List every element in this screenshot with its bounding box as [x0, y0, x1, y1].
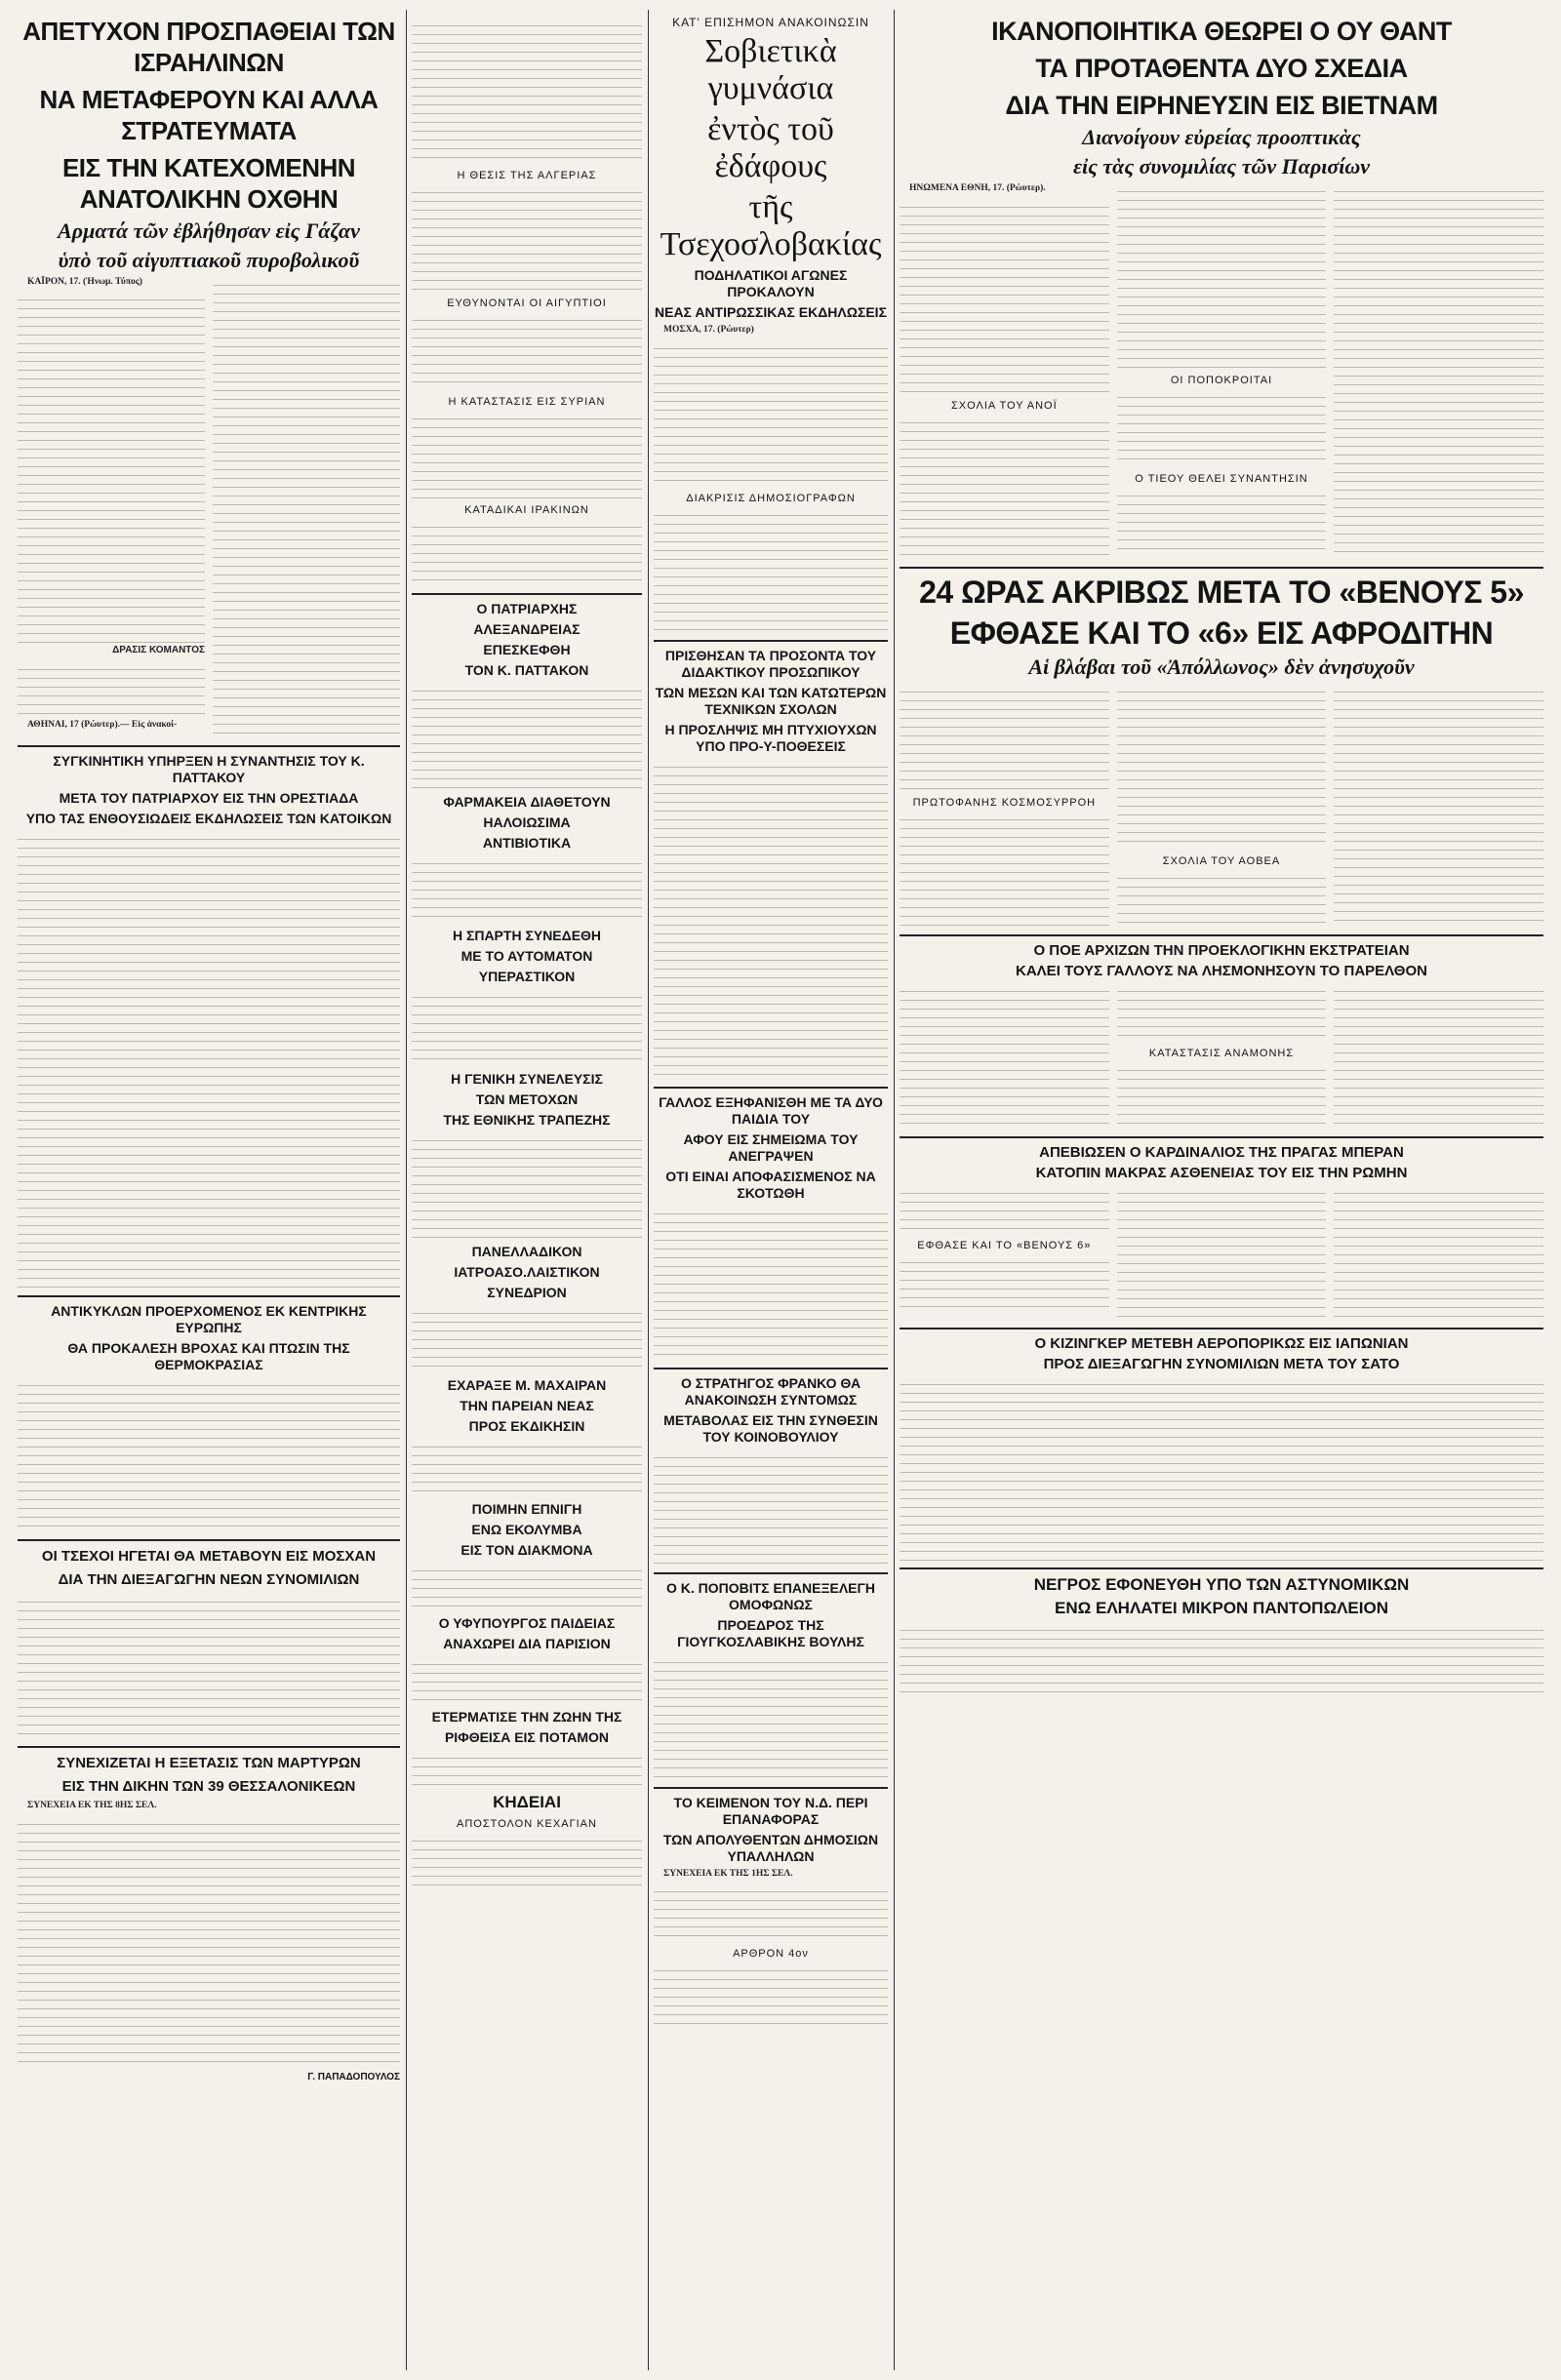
headline-line: ΠΡΟΣ ΔΙΕΞΑΓΩΓΗΝ ΣΥΝΟΜΙΛΙΩΝ ΜΕΤΑ ΤΟΥ ΣΑΤΟ [1043, 1355, 1400, 1372]
article-text [1117, 488, 1327, 556]
deck-line: τῆς Τσεχοσλοβακίας [660, 189, 882, 262]
article-text [1334, 983, 1543, 1130]
subheading: Η ΘΕΣΙΣ ΤΗΣ ΑΛΓΕΡΙΑΣ [457, 170, 597, 181]
headline-line: ΚΑΛΕΙ ΤΟΥΣ ΓΑΛΛΟΥΣ ΝΑ ΛΗΣΜΟΝΗΣΟΥΝ ΤΟ ΠΑΡΕΛΘΟΝ [1016, 962, 1427, 979]
dateline: ΑΘΗΝΑΙ, 17 (Ρώυτερ).— Εἰς ἀνακοί- [27, 720, 178, 730]
headline-line: ΦΑΡΜΑΚΕΙΑ ΔΙΑΘΕΤΟΥΝ [443, 794, 611, 810]
headline-line: Ο ΠΑΤΡΙΑΡΧΗΣ [476, 601, 578, 616]
article-text [1117, 870, 1327, 929]
article-text [1117, 1062, 1327, 1130]
deck-line: ἐντὸς τοῦ ἐδάφους [707, 111, 834, 184]
article-text [654, 340, 888, 487]
newspaper-page [18, 10, 1543, 2370]
article-text [1334, 1185, 1543, 1322]
article-text [213, 277, 400, 735]
headline-line: ΓΑΛΛΟΣ ΕΞΗΦΑΝΙΣΘΗ ΜΕ ΤΑ ΔΥΟ ΠΑΙΔΙΑ ΤΟΥ [659, 1093, 883, 1127]
article-text [654, 1884, 888, 1942]
headline-line: ΜΕΤΑ ΤΟΥ ΠΑΤΡΙΑΡΧΟΥ ΕΙΣ ΤΗΝ ΟΡΕΣΤΙΑΔΑ [59, 790, 359, 806]
headline-line: ΕΝΩ ΕΛΗΛΑΤΕΙ ΜΙΚΡΟΝ ΠΑΝΤΟΠΩΛΕΙΟΝ [1055, 1598, 1388, 1617]
lead-body-right [900, 183, 1543, 561]
headline-line: ΣΥΝΕΔΡΙΟΝ [487, 1285, 567, 1300]
article-text [1117, 983, 1327, 1042]
continued-label: ΣΥΝΕΧΕΙΑ ΕΚ ΤΗΣ 1ΗΣ ΣΕΛ. [663, 1868, 793, 1879]
article-text [412, 683, 642, 790]
article-text [654, 759, 888, 1081]
headline-line: Η ΓΕΝΙΚΗ ΣΥΝΕΛΕΥΣΙΣ [451, 1071, 603, 1087]
article-text [412, 1132, 642, 1240]
headline-line: ΕΦΘΑΣΕ ΚΑΙ ΤΟ «6» ΕΙΣ ΑΦΡΟΔΙΤΗΝ [949, 615, 1494, 651]
article-text [412, 312, 642, 390]
article-text [900, 812, 1109, 929]
dateline: ΚΑΪΡΟΝ, 17. (Ἡνωμ. Τύπος) [27, 277, 142, 287]
article-anticyclone [18, 1303, 400, 1533]
article-body [900, 983, 1543, 1130]
headline-line: ΑΛΕΞΑΝΔΡΕΙΑΣ [473, 621, 580, 637]
column-rule [648, 10, 649, 2370]
headline-line: ΤΗΝ ΠΑΡΕΙΑΝ ΝΕΑΣ [460, 1398, 594, 1413]
article-text [1117, 684, 1327, 850]
article-text [412, 1833, 642, 1891]
article-text [412, 1439, 642, 1497]
dateline: ΜΟΣΧΑ, 17. (Ρώυτερ) [663, 325, 754, 335]
headline-line: ΤΟ ΚΕΙΜΕΝΟΝ ΤΟΥ Ν.Δ. ΠΕΡΙ ΕΠΑΝΑΦΟΡΑΣ [673, 1794, 868, 1827]
headline-line: Ο ΣΤΡΑΤΗΓΟΣ ΦΡΑΝΚΟ ΘΑ ΑΝΑΚΟΙΝΩΣΗ ΣΥΝΤΟΜΩΣ [680, 1374, 861, 1408]
article-text [18, 661, 205, 720]
headline-line: ΤΩΝ ΜΕΤΟΧΩΝ [475, 1091, 579, 1107]
subheading: ΣΧΟΛΙΑ ΤΟΥ ΑΝΟΪ [950, 399, 1058, 412]
subheading: ΚΑΤΑΣΤΑΣΙΣ ΑΝΑΜΟΝΗΣ [1148, 1047, 1295, 1059]
headline-line: ΚΗΔΕΙΑΙ [493, 1793, 561, 1811]
headline-line: ΕΙΣ ΤΟΝ ΔΙΑΚΜΟΝΑ [460, 1542, 593, 1558]
headline-line: ΟΙ ΤΣΕΧΟΙ ΗΓΕΤΑΙ ΘΑ ΜΕΤΑΒΟΥΝ ΕΙΣ ΜΟΣΧΑΝ [41, 1548, 377, 1565]
headline-line: ΑΝΑΧΩΡΕΙ ΔΙΑ ΠΑΡΙΣΙΟΝ [443, 1636, 611, 1651]
headline-line: ΔΙΑ ΤΗΝ ΔΙΕΞΑΓΩΓΗΝ ΝΕΩΝ ΣΥΝΟΜΙΛΙΩΝ [58, 1571, 360, 1588]
subheading: Ο ΤΙΕΟΥ ΘΕΛΕΙ ΣΥΝΑΝΤΗΣΙΝ [1135, 473, 1308, 485]
headline-line: ΕΠΕΣΚΕΦΘΗ [483, 642, 571, 657]
article-text [18, 1816, 400, 2070]
headline-line: Η ΠΡΟΣΛΗΨΙΣ ΜΗ ΠΤΥΧΙΟΥΧΩΝ ΥΠΟ ΠΡΟ-Υ-ΠΟΘΕΣΕΙΣ [664, 721, 877, 754]
article-text [1334, 183, 1543, 554]
lead-body [18, 277, 400, 739]
headline-line: ΑΠΕΤΥΧΟΝ ΠΡΟΣΠΑΘΕΙΑΙ ΤΩΝ ΙΣΡΑΗΛΙΝΩΝ [22, 17, 395, 77]
headline-line: ΗΑΛΟΙΩΣΙΜΑ [483, 814, 571, 830]
lead-deck: ὑπὸ τοῦ αἰγυπτιακοῦ πυροβολικοῦ [58, 248, 360, 272]
headline-line: ΔΙΑ ΤΗΝ ΕΙΡΗΝΕΥΣΙΝ ΕΙΣ ΒΙΕΤΝΑΜ [1005, 91, 1438, 120]
article-text [900, 1254, 1109, 1313]
article-text [412, 855, 642, 924]
column-third [654, 10, 888, 2031]
headline-line: ΠΑΝΕΛΛΑΔΙΚΟΝ [471, 1244, 582, 1259]
article-text [18, 1377, 400, 1533]
article-text [654, 1206, 888, 1362]
headline-line: ΟΤΙ ΕΙΝΑΙ ΑΠΟΦΑΣΙΣΜΕΝΟΣ ΝΑ ΣΚΟΤΩΘΗ [665, 1168, 876, 1201]
article-text [18, 1594, 400, 1740]
headline-line: Ο ΠΟΕ ΑΡΧΙΖΩΝ ΤΗΝ ΠΡΟΕΚΛΟΓΙΚΗΝ ΕΚΣΤΡΑΤΕΙΑΝ [1033, 941, 1410, 959]
article-text [412, 519, 642, 587]
article-text [412, 989, 642, 1067]
headline-line: ΑΝΤΙΚΥΚΛΩΝ ΠΡΟΕΡΧΟΜΕΝΟΣ ΕΚ ΚΕΝΤΡΙΚΗΣ ΕΥΡΩΠΗΣ [51, 1303, 367, 1335]
article-text [654, 1449, 888, 1567]
headline-line: ΡΙΦΘΕΙΣΑ ΕΙΣ ΠΟΤΑΜΟΝ [444, 1729, 610, 1745]
headline-line: ΥΠΟ ΤΑΣ ΕΝΘΟΥΣΙΩΔΕΙΣ ΕΚΔΗΛΩΣΕΙΣ ΤΩΝ ΚΑΤΟΙΚΩΝ [25, 811, 392, 826]
lead-deck: εἰς τὰς συνομιλίας τῶν Παρισίων [1072, 154, 1371, 178]
article-text [18, 292, 205, 643]
article-text [412, 184, 642, 292]
headline-line: ΑΝΤΙΒΙΟΤΙΚΑ [482, 835, 572, 851]
article-text [654, 1654, 888, 1781]
article-text [900, 983, 1109, 1130]
headline-line: ΠΡΙΣΘΗΣΑΝ ΤΑ ΠΡΟΣΟΝΤΑ ΤΟΥ ΔΙΔΑΚΤΙΚΟΥ ΠΡΟΣΩΠΙΚΟΥ [664, 647, 877, 680]
headline-line: Ο Κ. ΠΟΠΟΒΙΤΣ ΕΠΑΝΕΞΕΛΕΓΗ ΟΜΟΦΩΝΩΣ [665, 1579, 876, 1612]
subheading: ΚΑΤΑΔΙΚΑΙ ΙΡΑΚΙΝΩΝ [464, 504, 589, 516]
headline-line: ΥΠΕΡΑΣΤΙΚΟΝ [478, 969, 576, 984]
article-text [900, 1185, 1109, 1234]
article-text [412, 1750, 642, 1789]
article-text [412, 1563, 642, 1611]
headline-line: ΠΟΙΜΗΝ ΕΠΝΙΓΗ [471, 1501, 582, 1517]
column-second [412, 10, 642, 1891]
headline-line: ΠΟΔΗΛΑΤΙΚΟΙ ΑΓΩΝΕΣ ΠΡΟΚΑΛΟΥΝ [694, 267, 848, 299]
lead-headline-left [18, 16, 400, 215]
article-text [18, 831, 400, 1289]
subheading: ΕΥΘΥΝΟΝΤΑΙ ΟΙ ΑΙΓΥΠΤΙΟΙ [447, 298, 607, 309]
article-text [412, 18, 642, 164]
lead-deck: Διανοίγουν εὐρείας προοπτικὰς [1082, 125, 1361, 149]
column-left [18, 10, 400, 2088]
headline-line: ΜΕΤΑΒΟΛΑΣ ΕΙΣ ΤΗΝ ΣΥΝΘΕΣΙΝ ΤΟΥ ΚΟΙΝΟΒΟΥΛΙΟΥ [663, 1411, 878, 1445]
headline-line: ΕΝΩ ΕΚΟΛΥΜΒΑ [471, 1522, 582, 1537]
article-text [1117, 389, 1327, 467]
headline-line: 24 ΩΡΑΣ ΑΚΡΙΒΩΣ ΜΕΤΑ ΤΟ «ΒΕΝΟΥΣ 5» [919, 574, 1524, 610]
column-right [900, 10, 1543, 1700]
headline-line: ΑΠΕΒΙΩΣΕΝ Ο ΚΑΡΔΙΝΑΛΙΟΣ ΤΗΣ ΠΡΑΓΑΣ ΜΠΕΡΑΝ [1039, 1143, 1404, 1161]
headline-line: ΝΕΑΣ ΑΝΤΙΡΩΣΣΙΚΑΣ ΕΚΔΗΛΩΣΕΙΣ [655, 304, 887, 320]
article-text [412, 1305, 642, 1373]
article-venus-body [900, 684, 1543, 929]
headline-line: ΝΑ ΜΕΤΑΦΕΡΟΥΝ ΚΑΙ ΑΛΛΑ ΣΤΡΑΤΕΥΜΑΤΑ [39, 85, 379, 145]
column-rule [894, 10, 895, 2370]
subheading: ΑΡΘΡΟΝ 4ον [733, 1948, 809, 1960]
article-czech-leaders [18, 1547, 400, 1740]
article-text [900, 684, 1109, 791]
lead-deck: Αρματά τῶν ἐβλήθησαν εἰς Γάζαν [58, 218, 360, 243]
headline-line: Η ΣΠΑΡΤΗ ΣΥΝΕΔΕΘΗ [452, 928, 602, 943]
headline-line: ΕΤΕΡΜΑΤΙΣΕ ΤΗΝ ΖΩΗΝ ΤΗΣ [431, 1709, 622, 1725]
subheading: ΕΦΘΑΣΕ ΚΑΙ ΤΟ «ΒΕΝΟΥΣ 6» [917, 1239, 1092, 1251]
headline-line: ΤΩΝ ΑΠΟΛΥΘΕΝΤΩΝ ΔΗΜΟΣΙΩΝ ΥΠΑΛΛΗΛΩΝ [662, 1831, 879, 1864]
byline: Γ. ΠΑΠΑΔΟΠΟΥΛΟΣ [307, 2071, 400, 2082]
article-text [1117, 1185, 1327, 1322]
article-body [900, 1185, 1543, 1322]
headline-line: ΣΥΓΚΙΝΗΤΙΚΗ ΥΠΗΡΞΕΝ Η ΣΥΝΑΝΤΗΣΙΣ ΤΟΥ Κ. ΠΑΤΤΑΚΟΥ [53, 753, 365, 785]
headline-line: ΤΗΣ ΕΘΝΙΚΗΣ ΤΡΑΠΕΖΗΣ [443, 1112, 611, 1128]
subheading: Η ΚΑΤΑΣΤΑΣΙΣ ΕΙΣ ΣΥΡΙΑΝ [448, 396, 606, 408]
article-pattakos [18, 753, 400, 1289]
headline-line: Ο ΥΦΥΠΟΥΡΓΟΣ ΠΑΙΔΕΙΑΣ [438, 1615, 616, 1631]
article-text [900, 1376, 1543, 1562]
continued-label: ΣΥΝΕΧΕΙΑ ΕΚ ΤΗΣ 8ΗΣ ΣΕΛ. [27, 1801, 157, 1810]
headline-line: ΙΚΑΝΟΠΟΙΗΤΙΚΑ ΘΕΩΡΕΙ Ο ΟΥ ΘΑΝΤ [991, 17, 1452, 46]
headline-line: ΤΩΝ ΜΕΣΩΝ ΚΑΙ ΤΩΝ ΚΑΤΩΤΕΡΩΝ ΤΕΧΝΙΚΩΝ ΣΧΟΛΩΝ [655, 684, 887, 717]
headline-line: Ο ΚΙΖΙΝΓΚΕΡ ΜΕΤΕΒΗ ΑΕΡΟΠΟΡΙΚΩΣ ΕΙΣ ΙΑΠΩΝΙΑΝ [1034, 1334, 1409, 1352]
article-text [900, 415, 1109, 561]
subheading: ΑΠΟΣΤΟΛΟΝ ΚΕΧΑΓΙΑΝ [457, 1818, 597, 1830]
subheading: ΔΙΑΚΡΙΣΙΣ ΔΗΜΟΣΙΟΓΡΑΦΩΝ [686, 492, 856, 504]
article-text [412, 1656, 642, 1705]
headline-line: ΜΕ ΤΟ ΑΥΤΟΜΑΤΟΝ [460, 948, 593, 964]
article-text [654, 1963, 888, 2031]
headline-line: ΠΡΟΕΔΡΟΣ ΤΗΣ ΓΙΟΥΓΚΟΣΛΑΒΙΚΗΣ ΒΟΥΛΗΣ [677, 1616, 864, 1649]
headline-line: ΕΙΣ ΤΗΝ ΔΙΚΗΝ ΤΩΝ 39 ΘΕΣΣΑΛΟΝΙΚΕΩΝ [61, 1778, 356, 1795]
headline-line: ΠΡΟΣ ΕΚΔΙΚΗΣΙΝ [468, 1418, 585, 1434]
lead-deck: Αἱ βλάβαι τοῦ «Ἀπόλλωνος» δὲν ἀνησυχοῦν [1028, 654, 1415, 679]
headline-line: ΤΑ ΠΡΟΤΑΘΕΝΤΑ ΔΥΟ ΣΧΕΔΙΑ [1035, 54, 1408, 83]
subheading: ΟΙ ΠΟΠΟΚΡΟΙΤΑΙ [1170, 375, 1273, 386]
headline-line: ΕΧΑΡΑΞΕ Μ. ΜΑΧΑΙΡΑΝ [447, 1377, 607, 1393]
dateline: ΗΝΩΜΕΝΑ ΕΘΝΗ, 17. (Ρώυτερ). [909, 183, 1046, 193]
headline-line: ΣΥΝΕΧΙΖΕΤΑΙ Η ΕΞΕΤΑΣΙΣ ΤΩΝ ΜΑΡΤΥΡΩΝ [57, 1755, 361, 1771]
article-text [412, 411, 642, 498]
section-label: ΔΡΑΣΙΣ ΚΟΜΑΝΤΟΣ [112, 644, 205, 655]
headline-line: ΑΦΟΥ ΕΙΣ ΣΗΜΕΙΩΜΑ ΤΟΥ ΑΝΕΓΡΑΨΕΝ [683, 1130, 859, 1164]
headline-line: ΚΑΤΟΠΙΝ ΜΑΚΡΑΣ ΑΣΘΕΝΕΙΑΣ ΤΟΥ ΕΙΣ ΤΗΝ ΡΩΜΗΝ [1035, 1164, 1408, 1181]
headline-line: ΙΑΤΡΟΑΣΟ.ΛΑΙΣΤΙΚΟΝ [454, 1264, 600, 1280]
kicker: ΚΑΤ' ΕΠΙΣΗΜΟΝ ΑΝΑΚΟΙΝΩΣΙΝ [672, 16, 869, 29]
article-text [1334, 684, 1543, 928]
subheading: ΣΧΟΛΙΑ ΤΟΥ ΑΟΒΕΑ [1162, 854, 1281, 867]
article-text [1117, 183, 1327, 369]
headline-line: ΝΕΓΡΟΣ ΕΦΟΝΕΥΘΗ ΥΠΟ ΤΩΝ ΑΣΤΥΝΟΜΙΚΩΝ [1033, 1574, 1410, 1594]
column-rule [406, 10, 407, 2370]
headline-line: ΤΟΝ Κ. ΠΑΤΤΑΚΟΝ [464, 662, 589, 678]
headline-line: ΘΑ ΠΡΟΚΑΛΕΣΗ ΒΡΟΧΑΣ ΚΑΙ ΠΤΩΣΙΝ ΤΗΣ ΘΕΡΜΟΚΡΑΣΙΑΣ [67, 1340, 350, 1372]
headline-line: ΕΙΣ ΤΗΝ ΚΑΤΕΧΟΜΕΝΗΝ ΑΝΑΤΟΛΙΚΗΝ ΟΧΘΗΝ [61, 153, 356, 214]
subheading: ΠΡΩΤΟΦΑΝΗΣ ΚΟΣΜΟΣΥΡΡΟΗ [912, 796, 1097, 809]
article-text [654, 507, 888, 634]
article-trial [18, 1754, 400, 2082]
deck-line: Σοβιετικὰ γυμνάσια [704, 33, 837, 106]
article-text [900, 199, 1109, 394]
article-text [900, 1622, 1543, 1700]
